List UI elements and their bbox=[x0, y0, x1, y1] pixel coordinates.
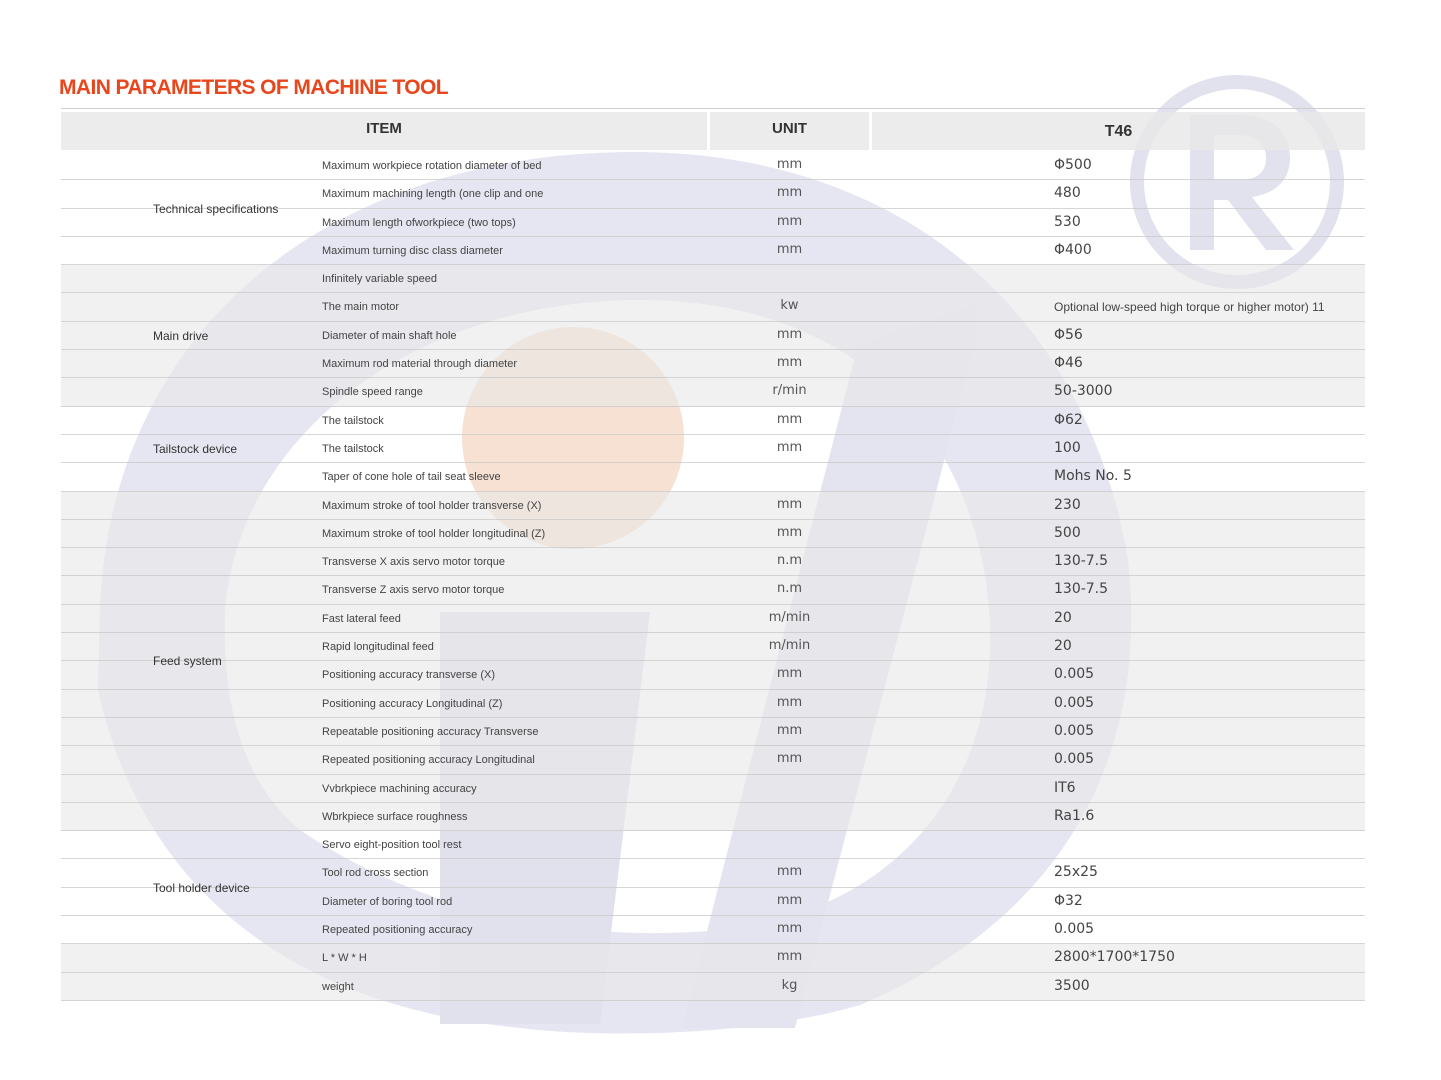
table-row bbox=[61, 803, 1365, 831]
table-header bbox=[61, 112, 1365, 150]
parameter-name: Wbrkpiece surface roughness bbox=[322, 810, 468, 823]
parameter-value: 50-3000 bbox=[1054, 383, 1113, 400]
parameter-name: Spindle speed range bbox=[322, 386, 423, 399]
table-row bbox=[61, 661, 1365, 689]
parameter-value: 2800*1700*1750 bbox=[1054, 949, 1175, 966]
parameter-value: 0.005 bbox=[1054, 694, 1095, 711]
parameter-group bbox=[61, 152, 1365, 265]
table-row bbox=[61, 435, 1365, 463]
table-row bbox=[61, 378, 1365, 406]
parameter-unit: kw bbox=[780, 298, 799, 314]
parameter-name: Maximum machining length (one clip and one bbox=[322, 188, 544, 201]
parameter-unit: mm bbox=[776, 411, 803, 427]
table-row bbox=[61, 888, 1365, 916]
parameters-table-body bbox=[61, 152, 1365, 1001]
parameter-value: 3500 bbox=[1054, 977, 1090, 994]
parameter-value: 130-7.5 bbox=[1054, 553, 1109, 570]
parameter-name: Diameter of main shaft hole bbox=[322, 329, 457, 342]
parameter-value: Optional low-speed high torque or higher motor) 11 bbox=[1054, 300, 1325, 315]
parameter-name: Maximum workpiece rotation diameter of bed bbox=[322, 160, 542, 172]
table-row bbox=[61, 944, 1365, 972]
parameter-unit: mm bbox=[776, 751, 803, 767]
table-row bbox=[61, 350, 1365, 378]
title-divider bbox=[61, 108, 1365, 109]
parameter-value: 20 bbox=[1054, 638, 1072, 655]
column-header-unit: UNIT bbox=[710, 112, 869, 150]
page-title: MAIN PARAMETERS OF MACHINE TOOL bbox=[59, 76, 448, 99]
parameter-unit: n.m bbox=[776, 553, 803, 569]
parameter-value: 25x25 bbox=[1054, 864, 1098, 881]
parameter-value: 130-7.5 bbox=[1054, 581, 1109, 598]
parameter-value: 530 bbox=[1054, 213, 1081, 230]
parameter-name: Maximum stroke of tool holder transverse (X) bbox=[322, 499, 542, 512]
parameter-unit: mm bbox=[776, 694, 803, 710]
table-row bbox=[61, 492, 1365, 520]
table-row bbox=[61, 293, 1365, 321]
parameter-unit: m/min bbox=[768, 638, 811, 654]
parameter-unit: mm bbox=[776, 157, 803, 172]
parameter-value: Φ62 bbox=[1054, 411, 1083, 428]
parameter-value: 230 bbox=[1054, 496, 1081, 513]
parameter-value: 0.005 bbox=[1054, 666, 1095, 683]
table-row bbox=[61, 152, 1365, 180]
group-label: Technical specifications bbox=[153, 201, 279, 216]
parameter-value: 100 bbox=[1054, 439, 1081, 456]
parameter-unit: mm bbox=[776, 722, 803, 738]
parameter-unit: mm bbox=[776, 864, 803, 880]
parameter-name: The tailstock bbox=[322, 442, 384, 455]
parameter-name: Diameter of boring tool rod bbox=[322, 895, 453, 908]
parameter-value: 0.005 bbox=[1054, 751, 1095, 768]
parameter-unit: n.m bbox=[776, 581, 803, 597]
parameter-name: Vvbrkpiece machining accuracy bbox=[322, 782, 477, 795]
parameter-unit: mm bbox=[776, 949, 803, 965]
table-row bbox=[61, 576, 1365, 604]
parameter-unit: mm bbox=[776, 892, 803, 908]
parameter-name: Servo eight-position tool rest bbox=[322, 839, 462, 852]
parameter-name: Maximum stroke of tool holder longitudinal (Z) bbox=[322, 527, 546, 540]
parameter-name: Repeated positioning accuracy bbox=[322, 924, 473, 937]
parameter-unit: kg bbox=[781, 977, 798, 993]
parameter-name: Maximum rod material through diameter bbox=[322, 358, 518, 371]
table-row bbox=[61, 463, 1365, 491]
parameter-group bbox=[61, 265, 1365, 406]
table-row bbox=[61, 746, 1365, 774]
group-label: Feed system bbox=[153, 654, 222, 669]
parameter-value: Φ32 bbox=[1054, 892, 1083, 909]
parameter-value: Φ46 bbox=[1054, 355, 1083, 372]
parameter-value: 20 bbox=[1054, 609, 1072, 626]
table-row bbox=[61, 548, 1365, 576]
parameter-value: 0.005 bbox=[1054, 722, 1095, 739]
parameter-name: L * W * H bbox=[322, 952, 367, 965]
parameter-name: Rapid longitudinal feed bbox=[322, 641, 434, 654]
table-row bbox=[61, 407, 1365, 435]
parameter-name: Positioning accuracy Longitudinal (Z) bbox=[322, 697, 503, 710]
group-label: Tool holder device bbox=[153, 880, 250, 895]
table-row bbox=[61, 605, 1365, 633]
parameter-unit: mm bbox=[776, 496, 803, 512]
parameter-name: Tool rod cross section bbox=[322, 867, 429, 880]
parameter-value: 500 bbox=[1054, 524, 1081, 541]
parameter-value: 0.005 bbox=[1054, 921, 1095, 938]
table-row bbox=[61, 322, 1365, 350]
parameter-value: Ra1.6 bbox=[1054, 807, 1095, 824]
parameter-value: 480 bbox=[1054, 185, 1081, 202]
parameter-unit: mm bbox=[776, 241, 803, 257]
parameter-group bbox=[61, 492, 1365, 832]
table-row bbox=[61, 718, 1365, 746]
parameter-value: IT6 bbox=[1054, 779, 1076, 796]
parameter-name: weight bbox=[322, 980, 354, 993]
parameter-name: Repeated positioning accuracy Longitudinal bbox=[322, 754, 535, 767]
parameter-unit: mm bbox=[776, 666, 803, 682]
table-row bbox=[61, 237, 1365, 265]
group-label: Tailstock device bbox=[153, 442, 238, 457]
parameter-name: Taper of cone hole of tail seat sleeve bbox=[322, 471, 501, 484]
parameter-unit: mm bbox=[776, 921, 803, 937]
parameter-name: Transverse Z axis servo motor torque bbox=[322, 584, 505, 597]
table-row bbox=[61, 775, 1365, 803]
parameter-unit: m/min bbox=[768, 609, 811, 625]
table-row bbox=[61, 859, 1365, 887]
parameter-name: The tailstock bbox=[322, 414, 384, 427]
parameter-value: Φ56 bbox=[1054, 326, 1083, 343]
parameter-unit: mm bbox=[776, 185, 803, 201]
column-header-item: ITEM bbox=[61, 112, 707, 150]
table-row bbox=[61, 831, 1365, 859]
parameter-name: Maximum turning disc class diameter bbox=[322, 244, 503, 257]
table-row bbox=[61, 265, 1365, 293]
table-row bbox=[61, 633, 1365, 661]
parameter-name: Maximum length ofworkpiece (two tops) bbox=[322, 216, 516, 229]
parameter-name: The main motor bbox=[322, 301, 400, 314]
parameter-name: Positioning accuracy transverse (X) bbox=[322, 669, 496, 682]
parameter-name: Infinitely variable speed bbox=[322, 273, 437, 286]
parameter-value: Φ400 bbox=[1054, 241, 1092, 258]
parameter-unit: mm bbox=[776, 524, 803, 540]
parameter-name: Repeatable positioning accuracy Transverse bbox=[322, 725, 539, 738]
parameter-unit: mm bbox=[776, 213, 803, 229]
parameter-unit: mm bbox=[776, 355, 803, 371]
parameter-name: Fast lateral feed bbox=[322, 612, 401, 625]
table-row bbox=[61, 916, 1365, 944]
parameter-value: Φ500 bbox=[1054, 157, 1092, 173]
table-row bbox=[61, 520, 1365, 548]
parameter-unit: mm bbox=[776, 439, 803, 455]
group-label: Main drive bbox=[153, 328, 209, 343]
column-header-model: T46 bbox=[872, 112, 1365, 150]
parameter-group bbox=[61, 407, 1365, 492]
parameter-value: Mohs No. 5 bbox=[1054, 468, 1132, 485]
table-row bbox=[61, 973, 1365, 1001]
parameter-unit: r/min bbox=[772, 383, 807, 399]
parameter-group bbox=[61, 944, 1365, 1001]
parameter-group bbox=[61, 831, 1365, 944]
parameter-name: Transverse X axis servo motor torque bbox=[322, 556, 505, 569]
parameter-unit: mm bbox=[776, 326, 803, 342]
table-row bbox=[61, 690, 1365, 718]
